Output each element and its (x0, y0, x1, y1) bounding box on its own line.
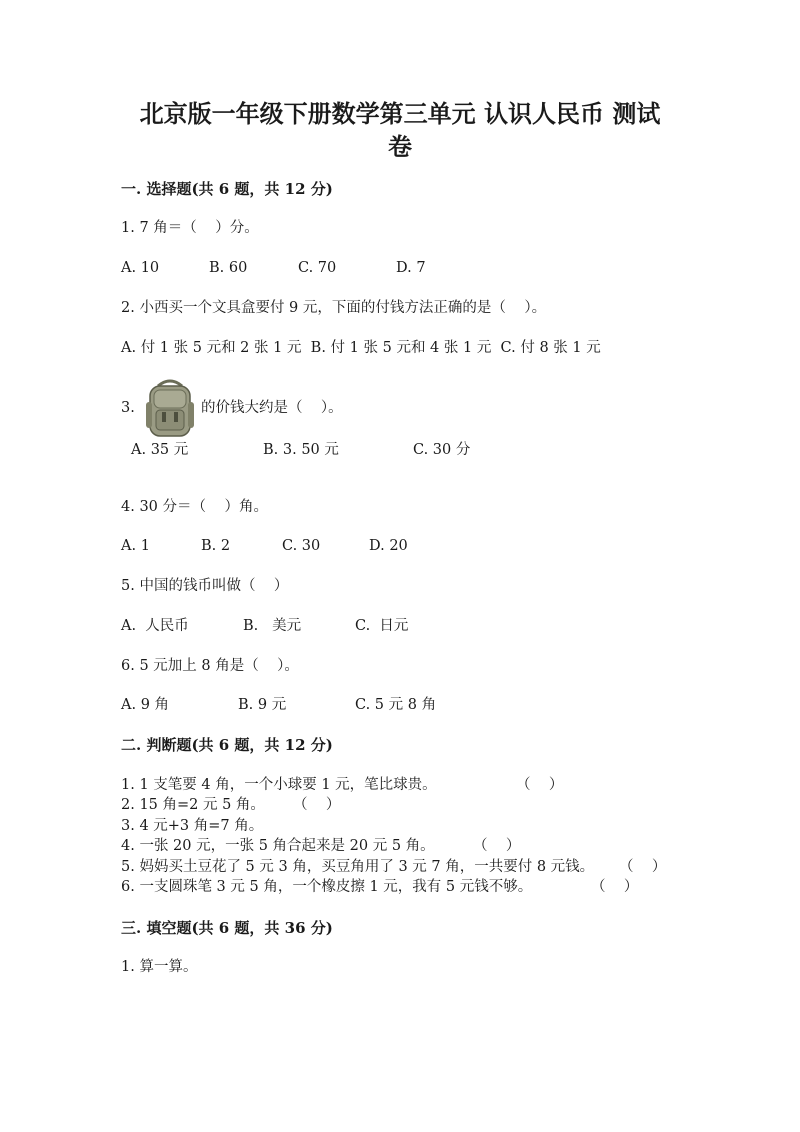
page-title-line-1: 北京版一年级下册数学第三单元 认识人民币 测试 (139, 99, 661, 128)
q1-5-option-a: A. 人民币 (121, 618, 189, 634)
q1-3-option-a: A. 35 元 (131, 442, 189, 458)
q1-4-option-d: D. 20 (369, 538, 408, 554)
judgment-item-5-blank: （ ） (619, 859, 667, 875)
judgment-item-2: 2. 15 角=2 元 5 角。 (121, 797, 265, 813)
page-title-line-2: 卷 (388, 132, 412, 161)
section-heading-fill-blank: 三. 填空题(共 6 题，共 36 分) (121, 919, 333, 937)
q1-3-option-b: B. 3. 50 元 (263, 442, 339, 458)
q1-6-option-a: A. 9 角 (121, 697, 170, 713)
question-1-2: 2. 小西买一个文具盒要付 9 元，下面的付钱方法正确的是（ ）。 (121, 300, 547, 316)
question-1-1: 1. 7 角＝（ ）分。 (121, 220, 259, 236)
judgment-item-6: 6. 一支圆珠笔 3 元 5 角，一个橡皮擦 1 元，我有 5 元钱不够。 (121, 879, 533, 895)
q1-1-option-d: D. 7 (396, 260, 426, 276)
judgment-item-3: 3. 4 元+3 角=7 角。 (121, 818, 264, 834)
question-3-1: 1. 算一算。 (121, 959, 198, 975)
q1-6-option-b: B. 9 元 (238, 697, 287, 713)
judgment-item-1: 1. 1 支笔要 4 角，一个小球要 1 元，笔比球贵。 (121, 777, 437, 793)
judgment-item-4: 4. 一张 20 元，一张 5 角合起来是 20 元 5 角。 (121, 838, 435, 854)
question-1-5: 5. 中国的钱币叫做（ ） (121, 578, 289, 594)
q1-3-option-c: C. 30 分 (413, 442, 471, 458)
question-1-4: 4. 30 分＝（ ）角。 (121, 499, 268, 515)
judgment-item-6-blank: （ ） (591, 879, 639, 895)
q1-5-option-c: C. 日元 (355, 618, 409, 634)
question-1-3-text: 的价钱大约是（ ）。 (201, 400, 343, 416)
judgment-item-5: 5. 妈妈买土豆花了 5 元 3 角，买豆角用了 3 元 7 角，一共要付 8 元钱。 (121, 859, 595, 875)
judgment-item-4-blank: （ ） (473, 838, 521, 854)
q1-4-option-c: C. 30 (282, 538, 321, 554)
q1-4-option-b: B. 2 (201, 538, 231, 554)
q1-1-option-c: C. 70 (298, 260, 337, 276)
judgment-item-2-blank: （ ） (293, 797, 341, 813)
section-heading-choice: 一. 选择题(共 6 题，共 12 分) (121, 180, 333, 198)
question-1-3-number: 3. (121, 400, 135, 416)
q1-1-option-a: A. 10 (121, 260, 160, 276)
question-1-6: 6. 5 元加上 8 角是（ ）。 (121, 658, 299, 674)
q1-1-option-b: B. 60 (209, 260, 248, 276)
q1-2-options: A. 付 1 张 5 元和 2 张 1 元 B. 付 1 张 5 元和 4 张 1 元 C. 付 8 张 1 元 (121, 340, 601, 356)
judgment-item-1-blank: （ ） (516, 777, 564, 793)
backpack-icon (140, 376, 200, 440)
q1-5-option-b: B. 美元 (243, 618, 302, 634)
q1-4-option-a: A. 1 (121, 538, 150, 554)
q1-6-option-c: C. 5 元 8 角 (355, 697, 437, 713)
section-heading-judgment: 二. 判断题(共 6 题，共 12 分) (121, 736, 333, 754)
